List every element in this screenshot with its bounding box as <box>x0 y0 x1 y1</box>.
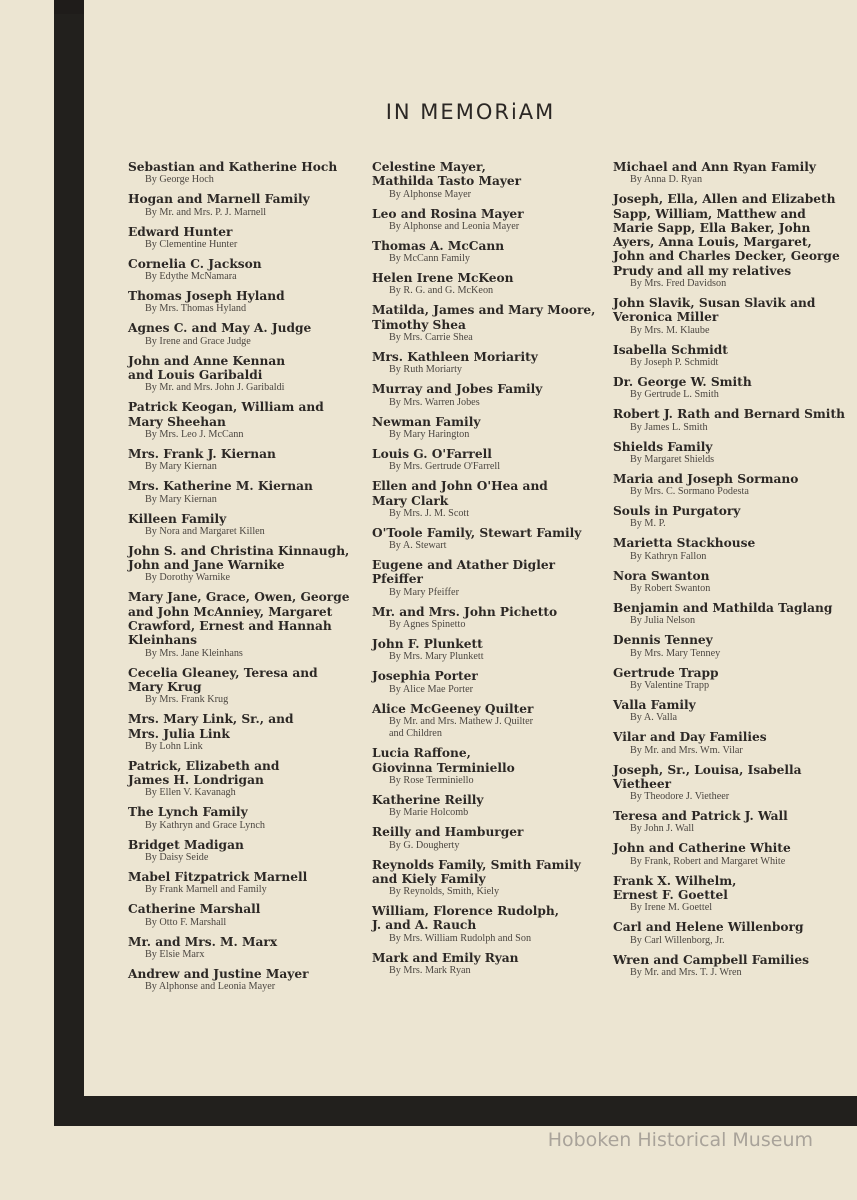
honoree-name: The Lynch Family <box>128 805 248 820</box>
honoree-name: Reynolds Family, Smith Family and Kiely Family <box>372 857 581 886</box>
memorial-entry <box>613 472 853 499</box>
donor-line: By Mrs. C. Sormano Podesta <box>630 486 749 498</box>
memorial-entry <box>613 343 853 370</box>
donor-line: By Mrs. Leo J. McCann <box>145 428 244 440</box>
honoree-name: Alice McGeeney Quilter <box>372 701 534 716</box>
memorial-entry <box>613 192 853 290</box>
honoree-name: Carl and Helene Willenborg <box>613 920 804 935</box>
honoree-name: Celestine Mayer, Mathilda Tasto Mayer <box>372 160 522 189</box>
donor-line: By Mrs. Gertrude O'Farrell <box>389 461 501 473</box>
donor-line: By Mrs. M. Klaube <box>630 324 710 336</box>
memorial-entry <box>372 526 608 553</box>
honoree-name: Louis G. O'Farrell <box>372 446 492 461</box>
donor-line: By A. Valla <box>630 712 678 724</box>
honoree-name: Mrs. Kathleen Moriarity <box>372 350 538 365</box>
memorial-entry <box>128 902 356 929</box>
memorial-entry <box>128 870 356 897</box>
bottom-black-border <box>54 1096 857 1126</box>
honoree-name: Marietta Stackhouse <box>613 536 756 551</box>
donor-line: By Kathryn Fallon <box>630 550 707 562</box>
memorial-entry <box>128 225 356 252</box>
memorial-entry <box>613 633 853 660</box>
donor-line: By Alphonse and Leonia Mayer <box>389 220 520 232</box>
donor-line: By Mary Kiernan <box>145 461 217 473</box>
honoree-name: Lucia Raffone, Giovinna Terminiello <box>372 746 515 775</box>
memorial-entry <box>613 666 853 693</box>
donor-line: By Mrs. Frank Krug <box>145 694 229 706</box>
honoree-name: Helen Irene McKeon <box>372 271 514 286</box>
memorial-entry <box>128 967 356 994</box>
honoree-name: Andrew and Justine Mayer <box>128 966 309 981</box>
honoree-name: Isabella Schmidt <box>613 342 728 357</box>
memorial-entry <box>128 838 356 865</box>
donor-line: By Mary Pfeiffer <box>389 586 459 598</box>
donor-line: By Mr. and Mrs. John J. Garibaldi <box>145 382 285 394</box>
memorial-entry <box>372 447 608 474</box>
donor-line: By Mrs. Mary Plunkett <box>389 651 484 663</box>
honoree-name: John S. and Christina Kinnaugh, John and Jane Warnike <box>128 543 350 573</box>
honoree-name: Agnes C. and May A. Judge <box>128 321 312 336</box>
honoree-name: Newman Family <box>372 414 481 429</box>
donor-line: By Mrs. William Rudolph and Son <box>389 932 532 944</box>
memorial-entry <box>128 192 356 219</box>
donor-line: By Mr. and Mrs. Wm. Vilar <box>630 744 743 756</box>
honoree-name: Thomas A. McCann <box>372 238 505 253</box>
honoree-name: Edward Hunter <box>128 224 233 239</box>
donor-line: By Alice Mae Porter <box>389 683 474 695</box>
memorial-entry <box>613 809 853 836</box>
donor-line: By McCann Family <box>389 253 470 265</box>
donor-line: By Mr. and Mrs. P. J. Marnell <box>145 206 267 218</box>
donor-line: By Rose Terminiello <box>389 774 474 786</box>
column-3 <box>613 160 853 985</box>
donor-line: By Frank, Robert and Margaret White <box>630 855 786 867</box>
memorial-entry <box>613 569 853 596</box>
donor-line: By Mrs. Thomas Hyland <box>145 303 247 315</box>
donor-line: By Dorothy Warnike <box>145 572 231 584</box>
memorial-entry <box>613 440 853 467</box>
honoree-name: O'Toole Family, Stewart Family <box>372 525 582 540</box>
memorial-entry <box>372 160 608 201</box>
donor-line: By Mary Harington <box>389 428 470 440</box>
memorial-entry <box>372 558 608 599</box>
memorial-entry <box>372 904 608 945</box>
memorial-entry <box>128 805 356 832</box>
donor-line: By Joseph P. Schmidt <box>630 356 719 368</box>
honoree-name: Valla Family <box>613 697 696 712</box>
honoree-name: Eugene and Atather Digler Pfeiffer <box>372 558 556 587</box>
donor-line: By Mrs. Warren Jobes <box>389 396 480 408</box>
donor-line: By Edythe McNamara <box>145 271 237 283</box>
memorial-entry <box>128 935 356 962</box>
honoree-name: Mabel Fitzpatrick Marnell <box>128 870 308 885</box>
honoree-name: Benjamin and Mathilda Taglang <box>613 601 833 616</box>
top-edge-mark <box>54 0 84 14</box>
donor-line: By Frank Marnell and Family <box>145 884 267 896</box>
honoree-name: Reilly and Hamburger <box>372 825 524 840</box>
memorial-entry <box>128 590 356 660</box>
memorial-entry <box>128 666 356 707</box>
memorial-entry <box>372 239 608 266</box>
memorial-entry <box>372 858 608 899</box>
honoree-name: Teresa and Patrick J. Wall <box>613 809 788 824</box>
column-2 <box>372 160 608 983</box>
donor-line: By James L. Smith <box>630 421 708 433</box>
donor-line: By Mrs. Mark Ryan <box>389 965 471 977</box>
memorial-entry <box>372 951 608 978</box>
donor-line: By M. P. <box>630 518 666 530</box>
memorial-entry <box>372 702 608 741</box>
memorial-entry <box>128 544 356 585</box>
honoree-name: Mr. and Mrs. John Pichetto <box>372 604 558 619</box>
memorial-entry <box>372 271 608 298</box>
memorial-entry <box>613 698 853 725</box>
donor-line: By Otto F. Marshall <box>145 916 227 928</box>
honoree-name: Gertrude Trapp <box>613 665 719 680</box>
memorial-entry <box>372 746 608 787</box>
memorial-entry <box>128 289 356 316</box>
honoree-name: Hogan and Marnell Family <box>128 192 310 207</box>
honoree-name: Sebastian and Katherine Hoch <box>128 160 338 174</box>
honoree-name: Mrs. Mary Link, Sr., and Mrs. Julia Link <box>128 712 294 741</box>
honoree-name: Frank X. Wilhelm, Ernest F. Goettel <box>613 873 737 903</box>
honoree-name: Katherine Reilly <box>372 792 484 807</box>
memorial-entry <box>372 382 608 409</box>
donor-line: By Theodore J. Vietheer <box>630 791 730 803</box>
honoree-name: Joseph, Sr., Louisa, Isabella Vietheer <box>613 762 802 791</box>
donor-line: By Valentine Trapp <box>630 679 710 691</box>
donor-line: By G. Dougherty <box>389 839 460 851</box>
honoree-name: John and Anne Kennan and Louis Garibaldi <box>128 353 286 383</box>
donor-line: By Mrs. Fred Davidson <box>630 278 727 290</box>
donor-line: By Mrs. Jane Kleinhans <box>145 647 243 659</box>
honoree-name: Mrs. Frank J. Kiernan <box>128 446 276 461</box>
memorial-entry <box>613 601 853 628</box>
honoree-name: Mary Jane, Grace, Owen, George and John McAnniey, Margaret Crawford, Ernest and Hannah Kleinhans <box>128 590 350 648</box>
memorial-entry <box>613 841 853 868</box>
honoree-name: Nora Swanton <box>613 568 710 583</box>
donor-line: By Mary Kiernan <box>145 493 217 505</box>
honoree-name: Vilar and Day Families <box>613 730 767 745</box>
memorial-entry <box>128 479 356 506</box>
memorial-entry <box>613 920 853 947</box>
donor-line: By Alphonse and Leonia Mayer <box>145 981 276 993</box>
donor-line: By Robert Swanton <box>630 583 711 595</box>
memorial-entry <box>613 730 853 757</box>
memorial-entry <box>613 296 853 337</box>
donor-line: By Anna D. Ryan <box>630 174 703 186</box>
honoree-name: Catherine Marshall <box>128 902 261 917</box>
memorial-entry <box>372 415 608 442</box>
donor-line: By R. G. and G. McKeon <box>389 285 494 297</box>
donor-line: By Mr. and Mrs. T. J. Wren <box>630 966 742 978</box>
honoree-name: John and Catherine White <box>613 841 791 856</box>
donor-line: By Reynolds, Smith, Kiely <box>389 886 500 898</box>
memorial-entry <box>613 504 853 531</box>
donor-line: By Margaret Shields <box>630 453 715 465</box>
memorial-entry <box>613 953 853 980</box>
donor-line: By Mr. and Mrs. Mathew J. Quilter and Children <box>389 715 534 740</box>
donor-line: By Mrs. J. M. Scott <box>389 507 470 519</box>
honoree-name: Michael and Ann Ryan Family <box>613 160 816 174</box>
donor-line: By Nora and Margaret Killen <box>145 525 265 537</box>
memorial-entry <box>128 400 356 441</box>
memorial-entry <box>613 375 853 402</box>
donor-line: By Irene M. Goettel <box>630 902 713 914</box>
donor-line: By John J. Wall <box>630 823 695 835</box>
honoree-name: Shields Family <box>613 439 713 454</box>
memorial-entry <box>372 207 608 234</box>
donor-line: By Irene and Grace Judge <box>145 335 251 347</box>
honoree-name: John F. Plunkett <box>372 637 483 652</box>
honoree-name: John Slavik, Susan Slavik and Veronica Miller <box>613 296 816 325</box>
watermark: Hoboken Historical Museum <box>547 1129 813 1151</box>
donor-line: By Daisy Seide <box>145 852 209 864</box>
donor-line: By Kathryn and Grace Lynch <box>145 819 265 831</box>
donor-line: By Elsie Marx <box>145 948 205 960</box>
memorial-entry <box>128 257 356 284</box>
memorial-entry <box>128 512 356 539</box>
honoree-name: Robert J. Rath and Bernard Smith <box>613 407 845 422</box>
memorial-entry <box>128 759 356 800</box>
memorial-entry <box>128 321 356 348</box>
honoree-name: Cecelia Gleaney, Teresa and Mary Krug <box>128 665 318 694</box>
honoree-name: Ellen and John O'Hea and Mary Clark <box>372 479 548 508</box>
memorial-entry <box>372 637 608 664</box>
donor-line: By Mrs. Carrie Shea <box>389 332 473 344</box>
honoree-name: Bridget Madigan <box>128 837 244 852</box>
honoree-name: Mark and Emily Ryan <box>372 950 519 965</box>
honoree-name: Maria and Joseph Sormano <box>613 471 799 486</box>
honoree-name: Patrick Keogan, William and Mary Sheehan <box>128 400 324 429</box>
honoree-name: Joseph, Ella, Allen and Elizabeth Sapp, William, Matthew and Marie Sapp, Ella Baker, John Ayers, Anna Louis, Margaret, John and Charles Decker, George Prudy and all my relatives <box>613 192 840 278</box>
honoree-name: Dennis Tenney <box>613 633 713 648</box>
donor-line: By Ellen V. Kavanagh <box>145 787 236 799</box>
honoree-name: Leo and Rosina Mayer <box>372 206 524 221</box>
donor-line: By Mrs. Mary Tenney <box>630 647 721 659</box>
honoree-name: Souls in Purgatory <box>613 504 741 519</box>
memorial-entry <box>372 479 608 520</box>
honoree-name: Cornelia C. Jackson <box>128 256 262 271</box>
memorial-entry <box>372 605 608 632</box>
honoree-name: Dr. George W. Smith <box>613 374 752 389</box>
honoree-name: Killeen Family <box>128 511 227 526</box>
memorial-entry <box>372 825 608 852</box>
donor-line: By Clementine Hunter <box>145 238 238 250</box>
memorial-entry <box>128 712 356 753</box>
memorial-entry <box>372 793 608 820</box>
honoree-name: Mrs. Katherine M. Kiernan <box>128 479 313 494</box>
memorial-entry <box>613 763 853 804</box>
donor-line: By Ruth Moriarty <box>389 364 463 376</box>
honoree-name: Mr. and Mrs. M. Marx <box>128 934 278 949</box>
column-1 <box>128 160 356 999</box>
memorial-entry <box>613 874 853 915</box>
donor-line: By Carl Willenborg, Jr. <box>630 934 725 946</box>
memorial-entry <box>613 160 853 187</box>
honoree-name: Patrick, Elizabeth and James H. Londrigan <box>128 758 280 788</box>
honoree-name: Wren and Campbell Families <box>613 952 810 967</box>
donor-line: By A. Stewart <box>389 540 447 552</box>
donor-line: By George Hoch <box>145 174 214 186</box>
donor-line: By Lohn Link <box>145 740 203 752</box>
memorial-entry <box>128 354 356 395</box>
memorial-entry <box>372 669 608 696</box>
donor-line: By Agnes Spinetto <box>389 619 466 631</box>
honoree-name: Josephia Porter <box>372 669 478 684</box>
donor-line: By Julia Nelson <box>630 615 696 627</box>
donor-line: By Gertrude L. Smith <box>630 389 719 401</box>
memorial-entry <box>613 536 853 563</box>
memorial-entry <box>128 160 356 187</box>
honoree-name: William, Florence Rudolph, J. and A. Rauch <box>372 904 560 933</box>
memorial-entry <box>372 350 608 377</box>
honoree-name: Thomas Joseph Hyland <box>128 289 285 304</box>
honoree-name: Matilda, James and Mary Moore, Timothy Shea <box>372 303 596 332</box>
donor-line: By Marie Holcomb <box>389 807 469 819</box>
memorial-entry <box>128 447 356 474</box>
page-title: IN MEMORiAM <box>385 100 556 124</box>
donor-line: By Alphonse Mayer <box>389 188 472 200</box>
left-black-border <box>54 14 84 1126</box>
honoree-name: Murray and Jobes Family <box>372 382 543 397</box>
memorial-entry <box>372 303 608 344</box>
memorial-entry <box>613 407 853 434</box>
